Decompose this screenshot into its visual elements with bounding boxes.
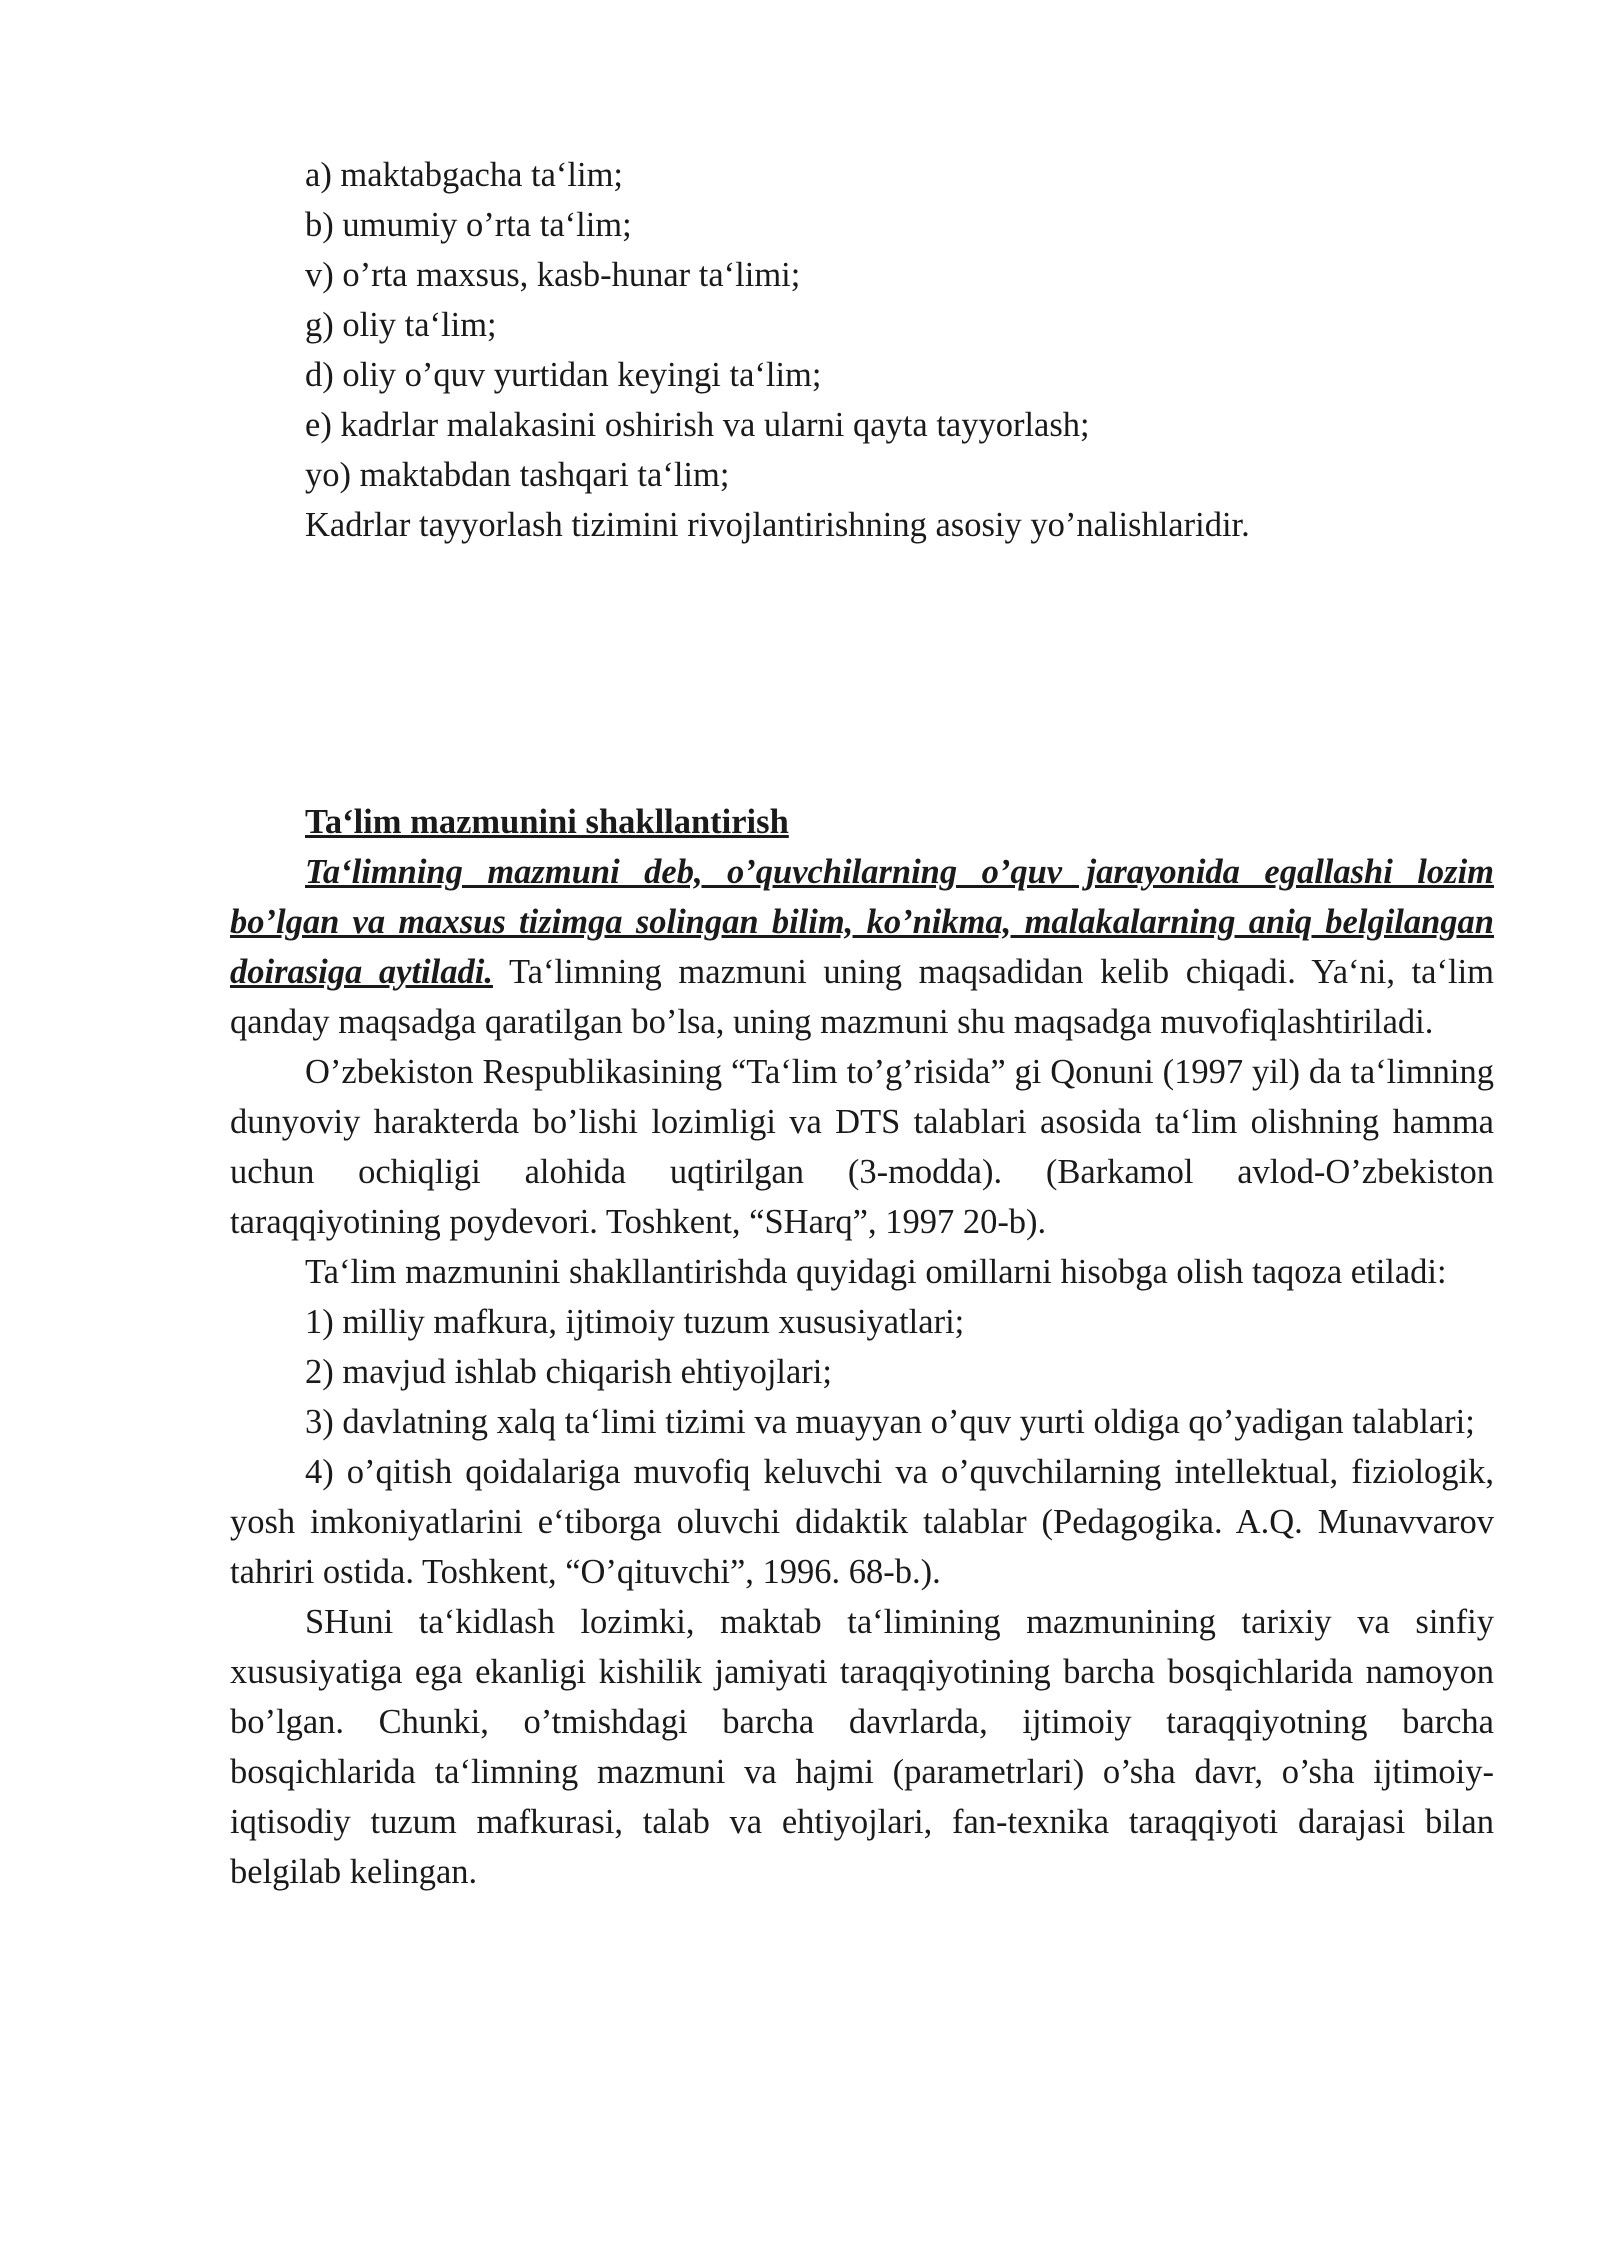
definition-text: Ta‘limning mazmuni deb, o’quvchilarning o’quv jarayonida egallashi lozim bo’lgan va maxsus tizimga solingan bilim, ko’nikma, malakalarning aniq belgilangan doirasiga aytiladi. xyxy=(230,853,1494,991)
factor-item: 4) o’qitish qoidalariga muvofiq keluvchi va o’quvchilarning intellektual, fiziologik, yosh imkoniyatlarini e‘tiborga oluvchi didaktik talablar (Pedagogika. A.Q. Munavvarov tahriri ostida. Toshkent, “O’qituvchi”, 1996. 68-b.). xyxy=(230,1453,1494,1591)
document-page xyxy=(230,150,1494,1897)
list-item: yo) maktabdan tashqari ta‘lim; xyxy=(305,456,730,494)
final-paragraph: SHuni ta‘kidlash lozimki, maktab ta‘limining mazmunining tarixiy va sinfiy xususiyatiga ega ekanligi kishilik jamiyati taraqqiyotining barcha bosqichlarida namoyon bo’lgan. Chunki, o’tmishdagi barcha davrlarda, ijtimoiy taraqqiyotning barcha bosqichlarida ta‘limning mazmuni va hajmi (parametrlari) o’sha davr, o’sha ijtimoiy-iqtisodiy tuzum mafkurasi, talab va ehtiyojlari, fan-texnika taraqqiyoti darajasi bilan belgilab kelingan. xyxy=(230,1603,1494,1891)
factor-item: 1) milliy mafkura, ijtimoiy tuzum xususiyatlari; xyxy=(305,1303,965,1341)
definition-paragraph xyxy=(230,847,1494,1047)
education-types-list xyxy=(230,150,1494,550)
law-paragraph: O’zbekiston Respublikasining “Ta‘lim to’g’risida” gi Qonuni (1997 yil) da ta‘limning dunyoviy harakterda bo’lishi lozimligi va DTS talablari asosida ta‘lim olishning hamma uchun ochiqligi alohida uqtirilgan (3-modda). (Barkamol avlod-O’zbekiston taraqqiyotining poydevori. Toshkent, “SHarq”, 1997 20-b). xyxy=(230,1053,1494,1241)
list-conclusion: Kadrlar tayyorlash tizimini rivojlantirishning asosiy yo’nalishlaridir. xyxy=(305,506,1250,544)
list-item: a) maktabgacha ta‘lim; xyxy=(305,156,624,194)
definition-rest-text: Ta‘limning mazmuni uning maqsadidan kelib chiqadi. Ya‘ni, ta‘lim qanday maqsadga qaratilgan bo’lsa, uning mazmuni shu maqsadga muvofiqlashtiriladi. xyxy=(230,953,1494,1041)
content-formation-section xyxy=(230,797,1494,1897)
section-heading: Ta‘lim mazmunini shakllantirish xyxy=(305,803,789,841)
factors-intro-paragraph: Ta‘lim mazmunini shakllantirishda quyidagi omillarni hisobga olish taqoza etiladi: xyxy=(305,1253,1447,1291)
factor-item: 3) davlatning xalq ta‘limi tizimi va muayyan o’quv yurti oldiga qo’yadigan talablari; xyxy=(305,1403,1475,1441)
factor-item: 2) mavjud ishlab chiqarish ehtiyojlari; xyxy=(305,1353,832,1391)
list-item: e) kadrlar malakasini oshirish va ularni qayta tayyorlash; xyxy=(305,406,1090,444)
list-item: d) oliy o’quv yurtidan keyingi ta‘lim; xyxy=(305,356,822,394)
list-item: g) oliy ta‘lim; xyxy=(305,306,497,344)
list-item: b) umumiy o’rta ta‘lim; xyxy=(305,206,632,244)
list-item: v) o’rta maxsus, kasb-hunar ta‘limi; xyxy=(305,256,801,294)
